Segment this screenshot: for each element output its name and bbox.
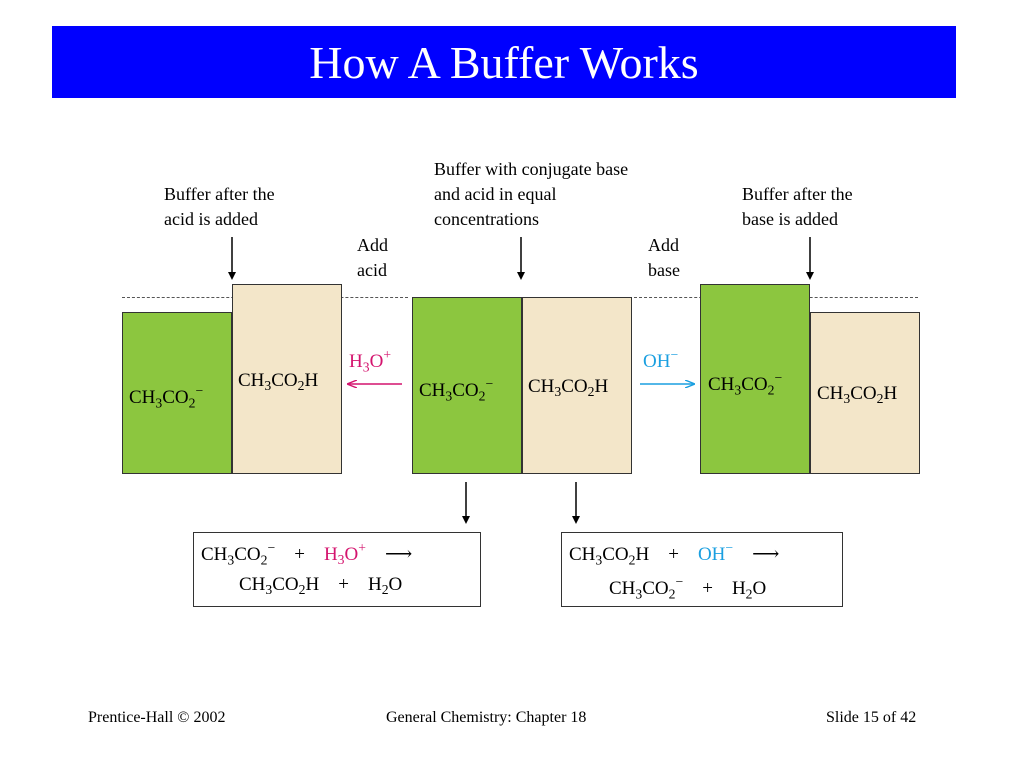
footer-publisher: Prentice-Hall © 2002 bbox=[88, 709, 226, 726]
label-base-added: Buffer after the base is added bbox=[742, 184, 853, 229]
equation-base-reactants: $CH_3CO_2H$ + OH− ⟶ bbox=[569, 540, 780, 568]
hydronium-label: $H_3O^+$ bbox=[349, 347, 392, 375]
label-equal-concentrations: Buffer with conjugate base and acid in equal concentrations bbox=[434, 159, 629, 229]
formula-acetate: $CH_3CO_2^-$ bbox=[419, 376, 494, 404]
equation-acid-products: $CH_3CO_2H$ + $H_2O$ bbox=[239, 574, 403, 598]
label-add-base: Add base bbox=[648, 235, 680, 280]
label-acid-added: Buffer after the acid is added bbox=[164, 184, 275, 229]
equation-base-products: $CH_3CO_2^-$ + $H_2O$ bbox=[609, 574, 767, 602]
footer-slide-number: Slide 15 of 42 bbox=[826, 709, 917, 726]
formula-acetate: $CH_3CO_2^-$ bbox=[708, 370, 783, 398]
label-add-acid: Add acid bbox=[357, 235, 388, 280]
footer-chapter: General Chemistry: Chapter 18 bbox=[386, 709, 587, 726]
slide-title: How A Buffer Works bbox=[309, 36, 699, 88]
equation-acid-reactants: $CH_3CO_2^-$ + $H_3O^+$ ⟶ bbox=[201, 540, 413, 568]
formula-acetic-acid: $CH_3CO_2H$ bbox=[528, 376, 609, 400]
formula-acetic-acid: $CH_3CO_2H$ bbox=[817, 383, 898, 407]
hydroxide-label: OH− bbox=[643, 347, 679, 373]
formula-acetate: $CH_3CO_2^-$ bbox=[129, 383, 204, 411]
formula-acetic-acid: $CH_3CO_2H$ bbox=[238, 370, 319, 394]
